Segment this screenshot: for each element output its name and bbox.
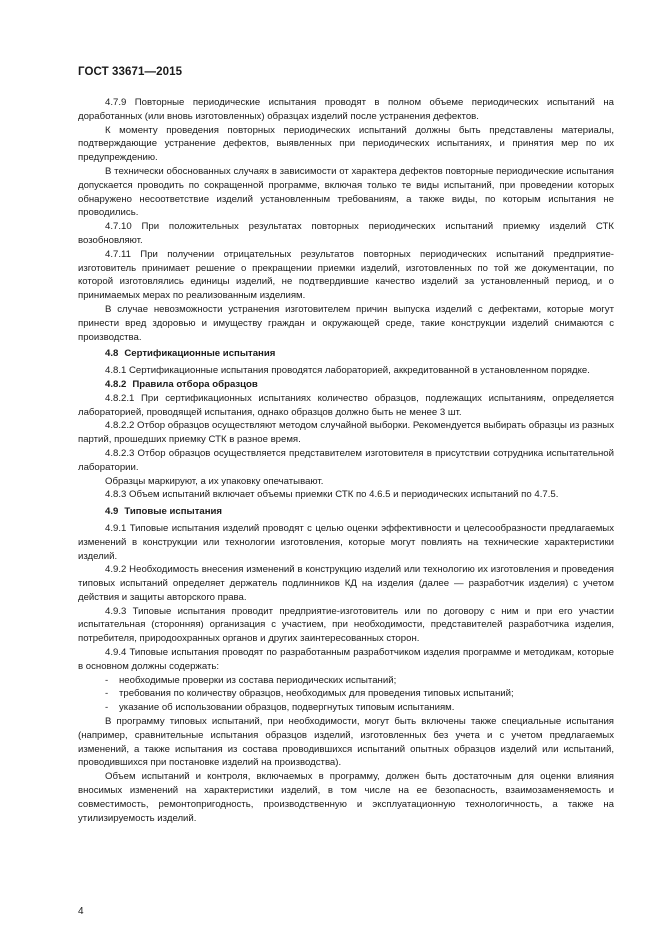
- paragraph: 4.8.3 Объем испытаний включает объемы приемки СТК по 4.6.5 и периодических испытаний по 4.7.5.: [105, 489, 559, 501]
- list-dash: -: [105, 674, 109, 686]
- list-item-text: указание об использовании образцов, подвергнутых типовым испытаниям.: [119, 702, 455, 714]
- section-number: 4.8.2: [105, 378, 127, 390]
- paragraph: 4.8.1 Сертификационные испытания проводятся лабораторией, аккредитованной в установленном порядке.: [105, 365, 590, 377]
- paragraph: 4.8.2.1 При сертификационных испытаниях количество образцов, подлежащих испытаниям, определяется лабораторией, проводящей испытания, однако образцов должно быть не менее 3 шт.: [78, 392, 614, 418]
- list-item: [78, 674, 614, 688]
- section-heading: [78, 505, 614, 519]
- section-heading: [78, 347, 614, 361]
- paragraph: 4.9.3 Типовые испытания проводит предприятие-изготовитель или по договору с ним и при его участии испытательная (сторонняя) организация с участием, при необходимости, представителей разработчика изделия, потребителя, природоохранных органов и других заинтересованных сторон.: [78, 605, 614, 645]
- paragraph: 4.8.2.2 Отбор образцов осуществляют методом случайной выборки. Рекомендуется выбирать образцы из разных партий, прошедших приемку СТК в разное время.: [78, 420, 614, 446]
- paragraph: В технически обоснованных случаях в зависимости от характера дефектов повторные периодические испытания допускается проводить по сокращенной программе, включая только те виды испытаний, при проведении которых обнаружено несоответствие изделий установленным требованиям, а также виды, по которым испытания не проводились.: [78, 165, 614, 219]
- section-title: Правила отбора образцов: [132, 378, 258, 390]
- section-number: 4.8: [105, 348, 119, 360]
- list-dash: -: [105, 688, 109, 700]
- paragraph: Образцы маркируют, а их упаковку опечатывают.: [105, 475, 324, 487]
- paragraph: 4.9.1 Типовые испытания изделий проводят с целью оценки эффективности и целесообразности предлагаемых изменений в конструкции или технологии изготовления, которые могут повлиять на технические характеристики изделий.: [78, 522, 614, 562]
- list-dash: -: [105, 702, 109, 714]
- paragraph: 4.9.4 Типовые испытания проводят по разработанным разработчиком изделия программе и методикам, которые в основном должны содержать:: [78, 647, 614, 672]
- paragraph: В программу типовых испытаний, при необходимости, могут быть включены также специальные испытания (например, сравнительные испытания образцов изделий, изготовленных без учета и с учетом предлагаемых изменений, а также испытания из состава проводившихся испытаний опытных образцов изделий или испытаний, проводившихся при постановке изделий на производства).: [78, 716, 614, 769]
- list-item: [78, 687, 614, 701]
- paragraph: К моменту проведения повторных периодических испытаний должны быть представлены материалы, подтверждающие устранение дефектов, выявленных при периодических испытаниях, и принятия мер по их предупреждению.: [78, 124, 614, 164]
- list-item-text: требования по количеству образцов, необходимых для проведения типовых испытаний;: [119, 688, 514, 700]
- document-body: [78, 96, 614, 825]
- section-title: Сертификационные испытания: [124, 348, 276, 360]
- section-heading: [78, 378, 614, 392]
- list-item-text: необходимые проверки из состава периодических испытаний;: [119, 674, 397, 686]
- paragraph: 4.9.2 Необходимость внесения изменений в конструкцию изделий или технологию их изготовления и проведения типовых испытаний определяет держатель подлинников КД на изделия (далее — разработчик изделия) с учетом действия и защиты авторского права.: [78, 564, 614, 603]
- list-item: [78, 701, 614, 715]
- paragraph: В случае невозможности устранения изготовителем причин выпуска изделий с дефектами, которые могут принести вред здоровью и имуществу граждан и окружающей среде, такие конструкции изделий снимаются с производства.: [78, 303, 614, 343]
- section-number: 4.9: [105, 506, 119, 518]
- page-number: 4: [78, 906, 84, 917]
- paragraph: 4.7.10 При положительных результатах повторных периодических испытаний приемку изделий СТК возобновляют.: [78, 221, 614, 246]
- section-title: Типовые испытания: [124, 506, 223, 518]
- paragraph: 4.7.9 Повторные периодические испытания проводят в полном объеме периодических испытаний на доработанных (или вновь изготовленных) образцах изделий после устранения дефектов.: [78, 97, 614, 122]
- paragraph: 4.8.2.3 Отбор образцов осуществляется представителем изготовителя в присутствии сотрудника испытательной лаборатории.: [78, 447, 614, 473]
- document-header: ГОСТ 33671—2015: [78, 66, 183, 78]
- paragraph: 4.7.11 При получении отрицательных результатов повторных периодических испытаний предприятие-изготовитель принимает решение о прекращении приемки изделий, изготовленных по той же документации, по которой изготовлялись единицы изделий, не подтвердившие качество изделий за установленный период, и о принимаемых мерах по реализованным изделиям.: [78, 248, 614, 302]
- paragraph: Объем испытаний и контроля, включаемых в программу, должен быть достаточным для оценки влияния вносимых изменений на характеристики изделий, в том числе на ее безопасность, взаимозаменяемость и совместимость, ремонтопригодность, производственную и эксплуатационную технологичность, а также на утилизируемость изделий.: [78, 771, 614, 824]
